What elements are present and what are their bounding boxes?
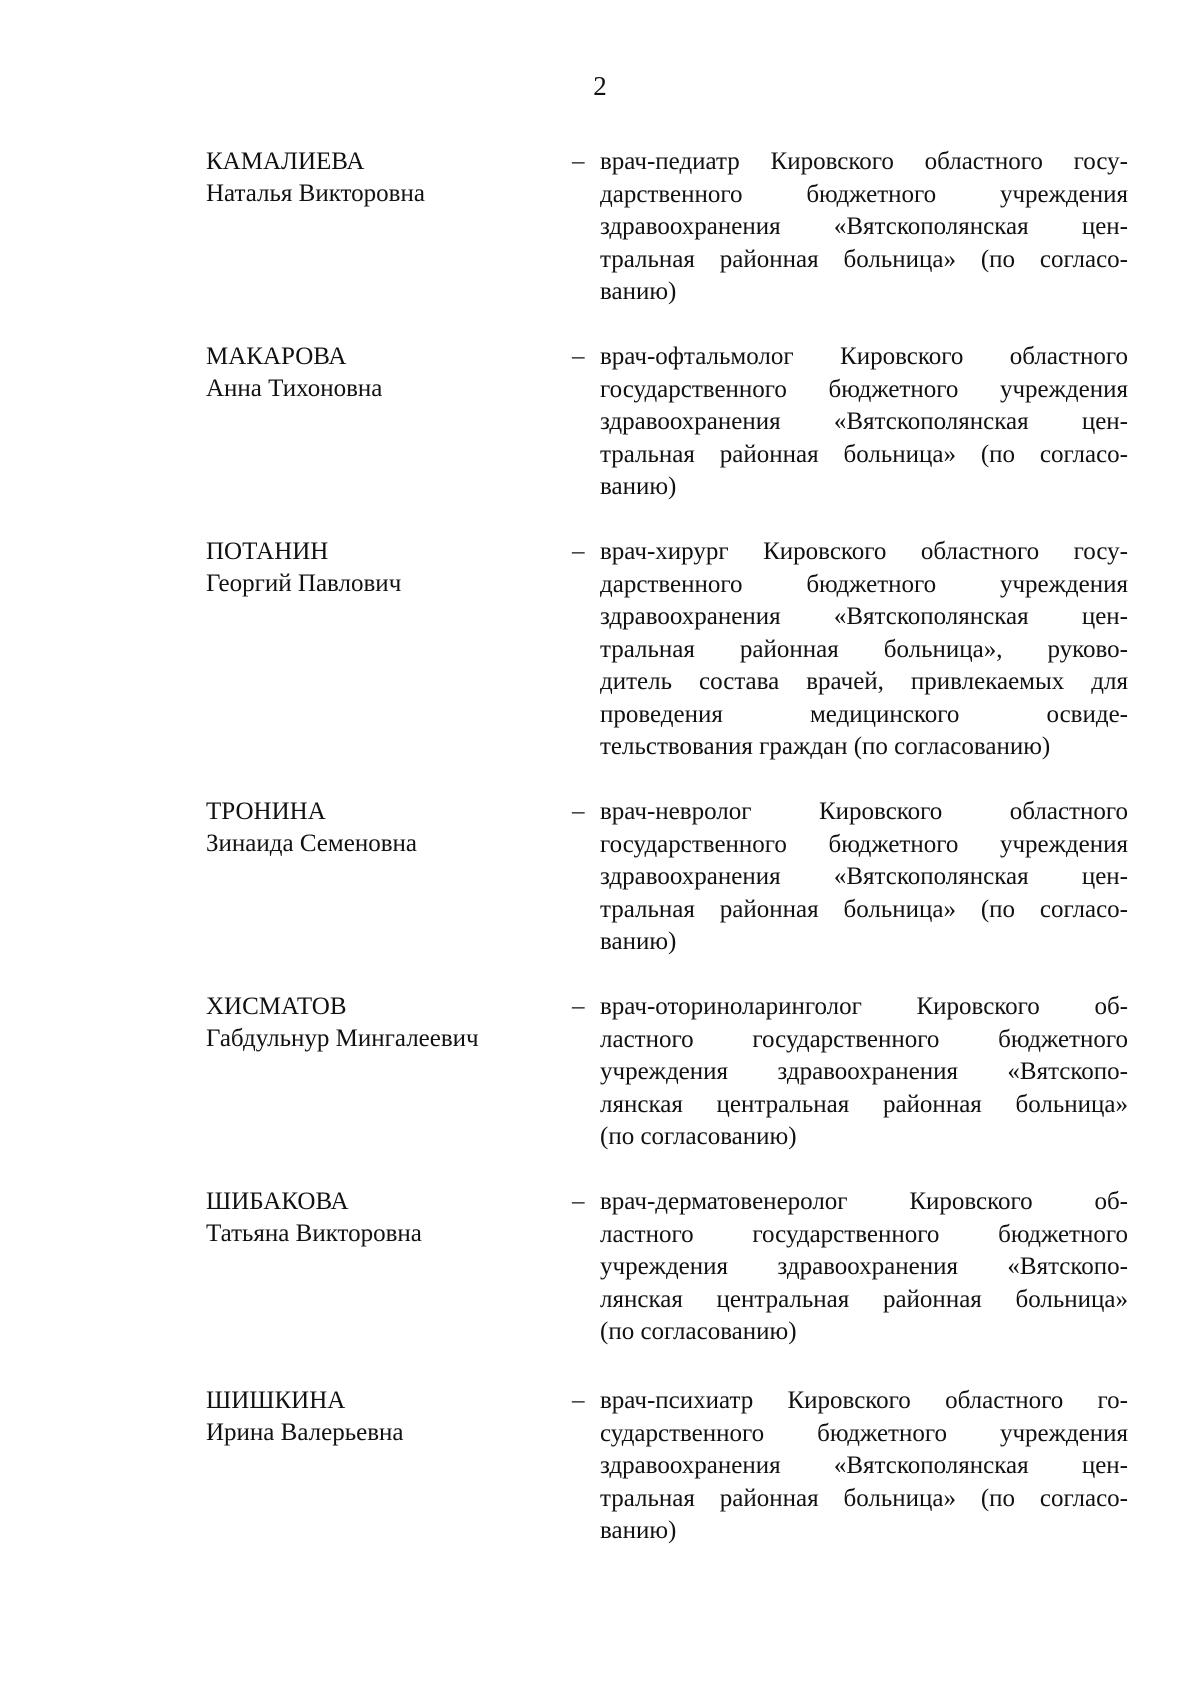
member-name	[206, 796, 536, 860]
role-line: дарственного бюджетного учреждения	[600, 570, 1128, 598]
member-role	[600, 796, 1128, 959]
member-name	[206, 341, 536, 405]
role-line: тральная районная больница», руково-	[600, 635, 1128, 663]
role-line: врач-хирург Кировского областного госу-	[600, 538, 1128, 565]
role-line: тральная районная больница» (по согласо-	[600, 1484, 1128, 1512]
member-name	[206, 146, 536, 210]
dash-separator: –	[572, 148, 585, 175]
member-role	[600, 146, 1128, 309]
role-line: врач-невролог Кировского областного	[600, 798, 1128, 825]
role-line: здравоохранения «Вятскополянская цен-	[600, 603, 1128, 630]
page-number: 2	[593, 71, 607, 101]
role-line: учреждения здравоохранения «Вятскопо-	[600, 1058, 1128, 1085]
role-line: врач-офтальмолог Кировского областного	[600, 343, 1128, 370]
member-surname: ТРОНИНА	[206, 798, 326, 825]
member-surname: КАМАЛИЕВА	[206, 148, 365, 175]
member-given-names: Ирина Валерьевна	[206, 1419, 404, 1446]
member-given-names: Татьяна Викторовна	[206, 1220, 422, 1247]
member-surname: ШИБАКОВА	[206, 1188, 349, 1215]
member-given-names: Габдульнур Мингалеевич	[206, 1025, 479, 1052]
role-line: государственного бюджетного учреждения	[600, 375, 1128, 403]
role-line: ванию)	[600, 928, 677, 955]
member-given-names: Наталья Викторовна	[206, 180, 425, 207]
role-line: дитель состава врачей, привлекаемых для	[600, 668, 1128, 695]
dash-separator: –	[572, 538, 585, 565]
member-surname: ХИСМАТОВ	[206, 993, 347, 1020]
dash-separator: –	[572, 343, 585, 370]
role-line: ванию)	[600, 1517, 677, 1544]
role-line: лянская центральная районная больница»	[600, 1285, 1128, 1313]
role-line: ластного государственного бюджетного	[600, 1025, 1128, 1053]
role-line: здравоохранения «Вятскополянская цен-	[600, 408, 1128, 435]
role-line: тельствования граждан (по согласованию)	[600, 733, 1051, 760]
member-name	[206, 991, 536, 1055]
role-line: проведения медицинского освиде-	[600, 700, 1128, 728]
role-line: врач-педиатр Кировского областного госу-	[600, 148, 1128, 175]
role-line: (по согласованию)	[600, 1318, 797, 1345]
role-line: учреждения здравоохранения «Вятскопо-	[600, 1253, 1128, 1280]
role-line: врач-дерматовенеролог Кировского об-	[600, 1188, 1128, 1215]
role-line: здравоохранения «Вятскополянская цен-	[600, 213, 1128, 240]
role-line: тральная районная больница» (по согласо-	[600, 245, 1128, 273]
role-line: врач-психиатр Кировского областного го-	[600, 1387, 1128, 1414]
dash-separator: –	[572, 993, 585, 1020]
member-given-names: Анна Тихоновна	[206, 375, 383, 402]
role-line: врач-оториноларинголог Кировского об-	[600, 993, 1128, 1020]
dash-separator: –	[572, 1188, 585, 1215]
member-name	[206, 1186, 536, 1250]
member-name	[206, 1385, 536, 1449]
member-given-names: Георгий Павлович	[206, 570, 402, 597]
member-surname: ПОТАНИН	[206, 538, 329, 565]
member-role	[600, 341, 1128, 504]
role-line: лянская центральная районная больница»	[600, 1090, 1128, 1118]
role-line: здравоохранения «Вятскополянская цен-	[600, 1452, 1128, 1479]
role-line: ванию)	[600, 473, 677, 500]
role-line: ластного государственного бюджетного	[600, 1220, 1128, 1248]
dash-separator: –	[572, 1387, 585, 1414]
role-line: государственного бюджетного учреждения	[600, 830, 1128, 858]
role-line: сударственного бюджетного учреждения	[600, 1419, 1128, 1447]
member-role	[600, 1385, 1128, 1548]
role-line: тральная районная больница» (по согласо-	[600, 440, 1128, 468]
dash-separator: –	[572, 798, 585, 825]
role-line: здравоохранения «Вятскополянская цен-	[600, 863, 1128, 890]
member-surname: МАКАРОВА	[206, 343, 347, 370]
member-role	[600, 991, 1128, 1154]
member-role	[600, 536, 1128, 764]
member-role	[600, 1186, 1128, 1349]
role-line: тральная районная больница» (по согласо-	[600, 895, 1128, 923]
role-line: (по согласованию)	[600, 1123, 797, 1150]
role-line: дарственного бюджетного учреждения	[600, 180, 1128, 208]
member-name	[206, 536, 536, 600]
member-surname: ШИШКИНА	[206, 1387, 346, 1414]
member-given-names: Зинаида Семеновна	[206, 830, 417, 857]
role-line: ванию)	[600, 278, 677, 305]
